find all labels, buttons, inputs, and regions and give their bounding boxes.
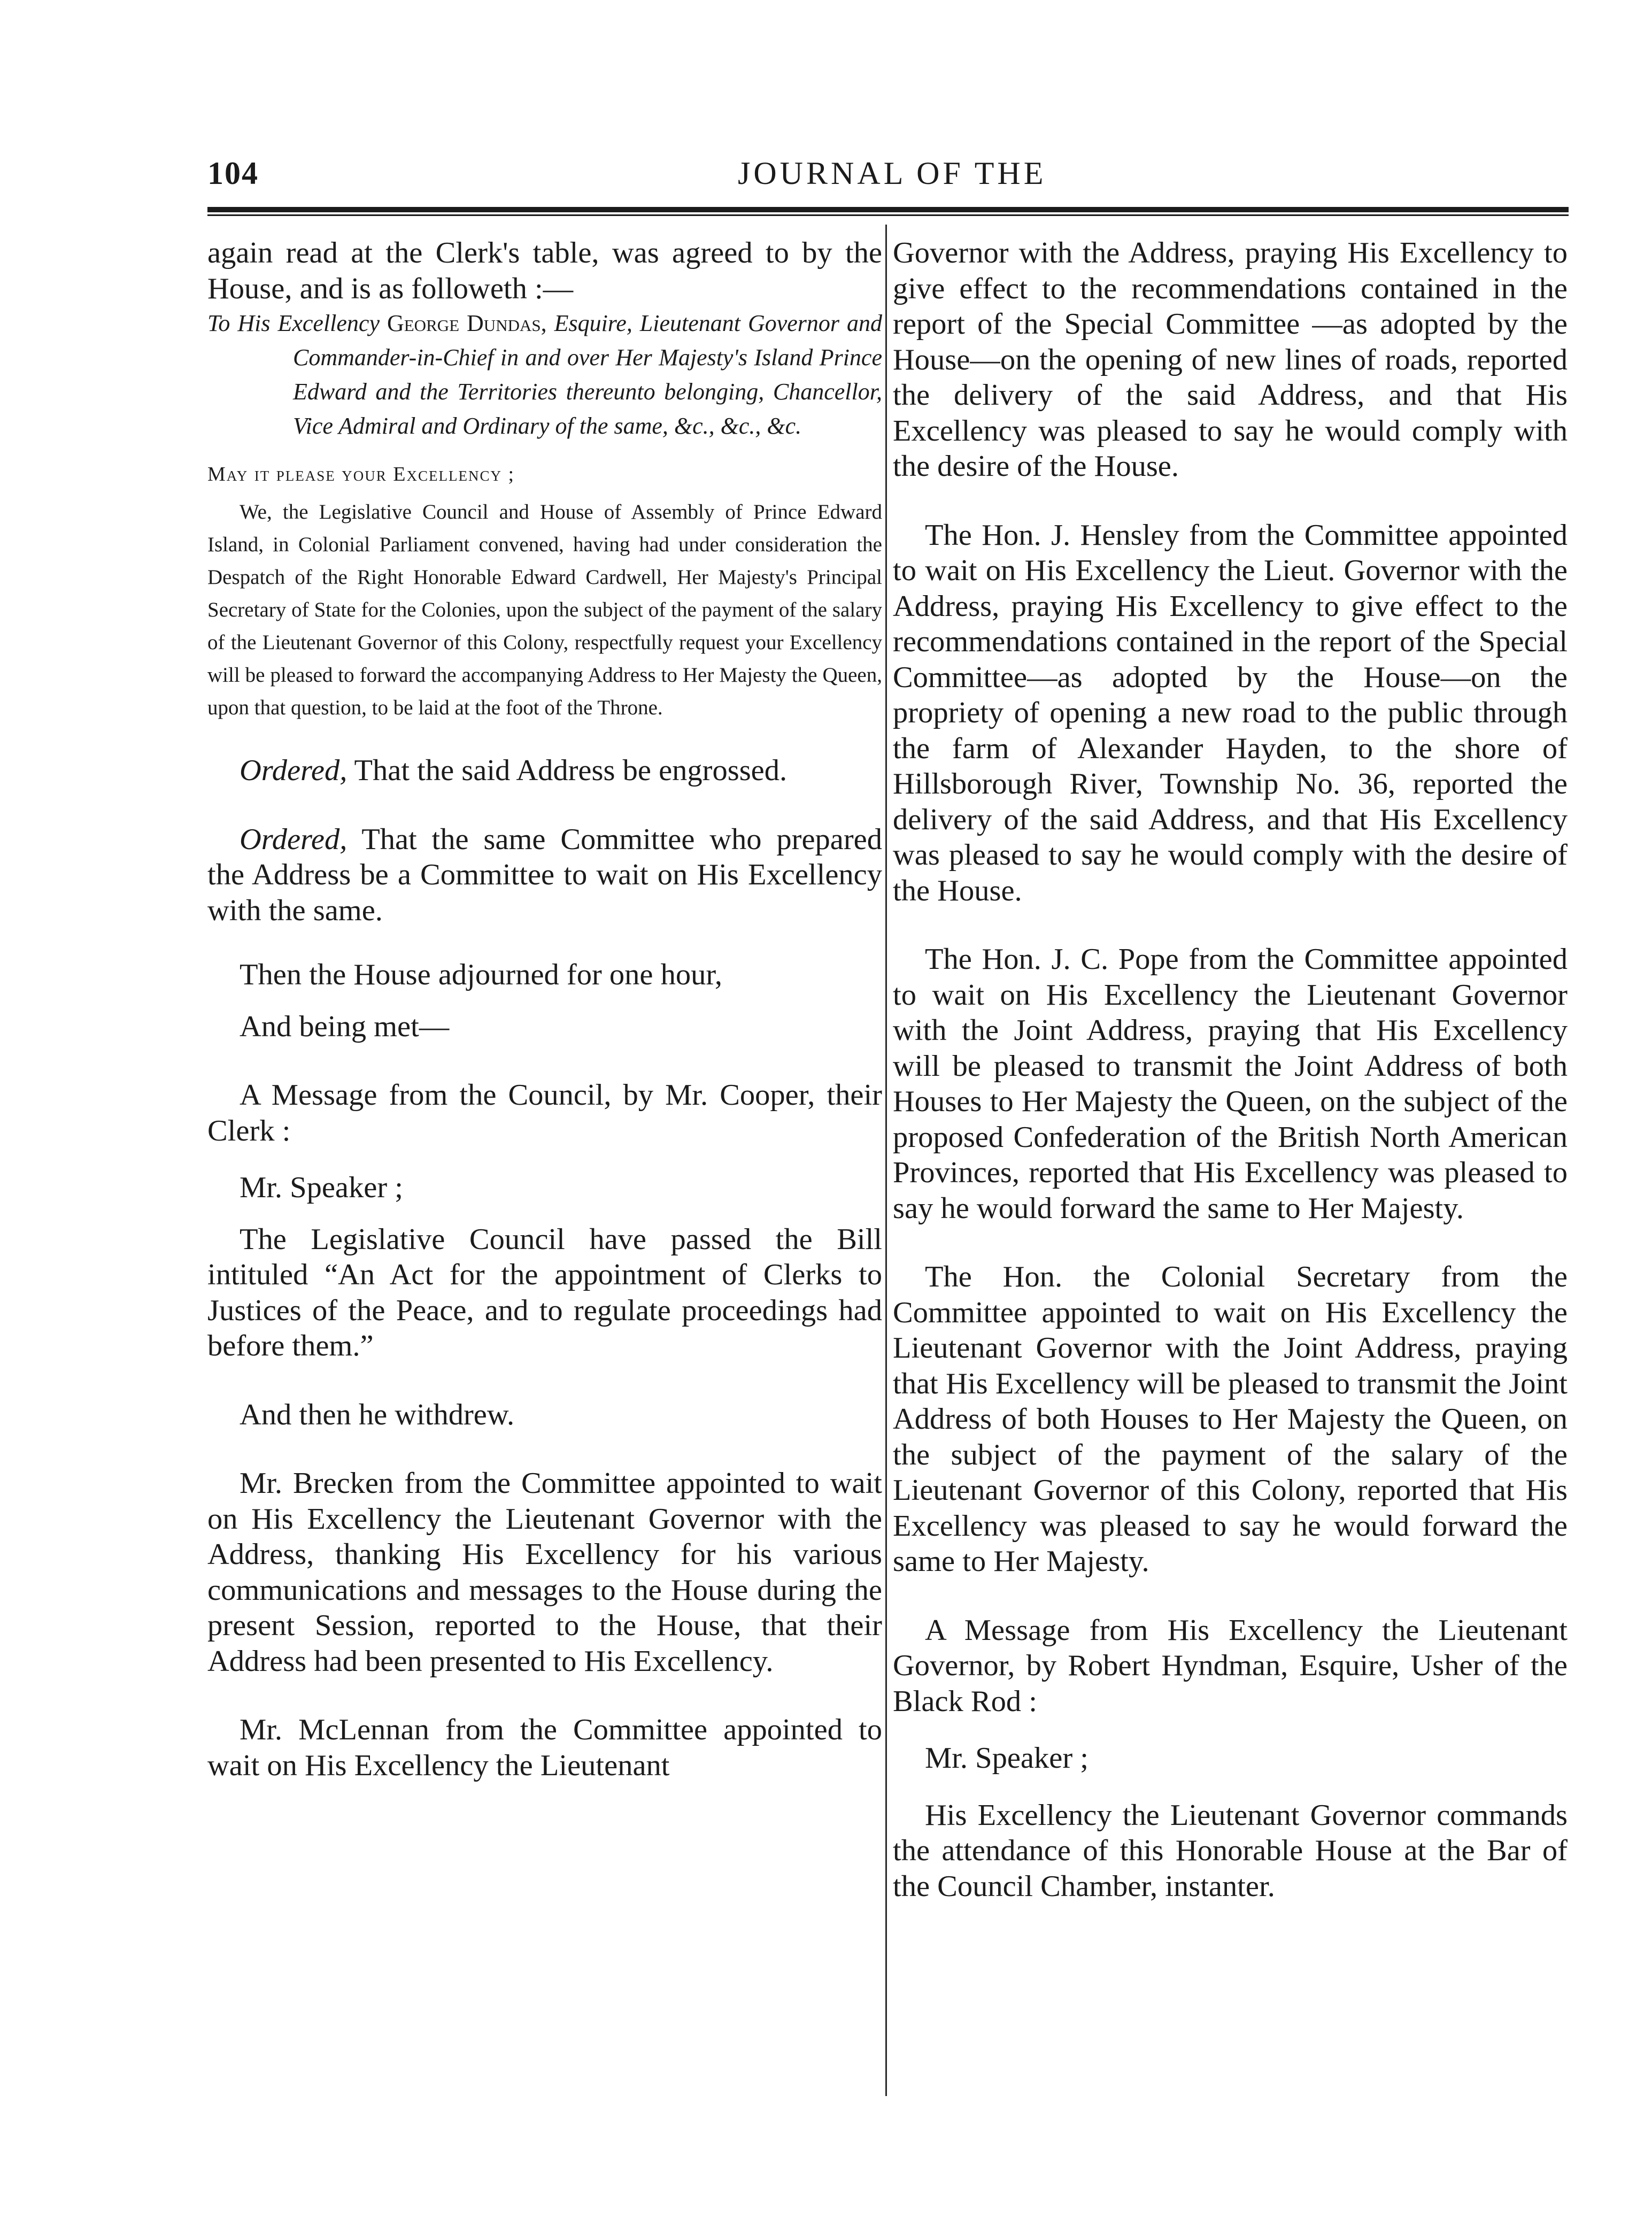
- council-message-paragraph: A Message from the Council, by Mr. Cooper, their Clerk :: [207, 1079, 882, 1147]
- address-titles: Esquire, Lieutenant Governor and Commander-in-Chief in and over Her Majesty's Island Prince Edward and the Territories thereunto belonging, Chancellor, Vice Admiral and Ordinary of the same, &c., &c., &c.: [293, 310, 883, 439]
- right-column: [893, 235, 1568, 1904]
- colonial-secretary-paragraph: The Hon. the Colonial Secretary from the Committee appointed to wait on His Excellency the Lieutenant Governor with the Joint Address, praying that His Excellency will be pleased to transmit the Joint Address of both Houses to Her Majesty the Queen, on the subject of the payment of the salary of the Lieutenant Governor of this Colony, reported that His Excellency was pleased to say he would forward the same to Her Majesty.: [893, 1260, 1568, 1578]
- commands-paragraph: His Excellency the Lieutenant Governor commands the attendance of this Honorable House at the Bar of the Council Chamber, instanter.: [893, 1798, 1568, 1903]
- hensley-paragraph: The Hon. J. Hensley from the Committee appointed to wait on His Excellency the Lieut. Governor with the Address, praying His Excellency to give effect to the recommendations contained in the report of the Special Committee—as adopted by the House—on the propriety of opening a new road to the public through the farm of Alexander Hayden, to the shore of Hillsborough River, Township No. 36, reported the delivery of the said Address, and that His Excellency was pleased to say he would comply with the desire of the House.: [893, 518, 1568, 907]
- ordered-text: That the same Committee who prepared the Address be a Committee to wait on His Excellency with the same.: [207, 822, 882, 927]
- adjourn-paragraph: Then the House adjourned for one hour,: [240, 958, 723, 991]
- speaker-salutation: Mr. Speaker ;: [925, 1742, 1089, 1775]
- being-met-paragraph: And being met—: [240, 1010, 450, 1043]
- address-name: George Dundas,: [387, 310, 547, 336]
- ordered-engrossed: [207, 753, 882, 789]
- address-to: To His Excellency: [207, 310, 380, 336]
- brecken-paragraph: Mr. Brecken from the Committee appointed to wait on His Excellency the Lieutenant Governor with the Address, thanking His Excellency for his various communications and messages to the House during the present Session, reported to the House, that their Address had been presented to His Excellency.: [207, 1467, 882, 1678]
- ordered-label: Ordered,: [240, 822, 348, 856]
- header-rule-thin: [207, 214, 1569, 216]
- left-column: [207, 235, 882, 1783]
- ordered-label: Ordered,: [240, 754, 348, 787]
- ordered-committee: [207, 822, 882, 929]
- pope-paragraph: The Hon. J. C. Pope from the Committee appointed to wait on His Excellency the Lieutenant Governor with the Joint Address, praying that His Excellency will be pleased to transmit the Joint Address of both Houses to Her Majesty the Queen, on the subject of the proposed Confederation of the British North American Provinces, reported that His Excellency was pleased to say he would forward the same to Her Majesty.: [893, 943, 1568, 1225]
- governor-message-paragraph: A Message from His Excellency the Lieutenant Governor, by Robert Hyndman, Esquire, Usher of the Black Rod :: [893, 1613, 1568, 1718]
- address-body: We, the Legislative Council and House of Assembly of Prince Edward Island, in Colonial Parliament convened, having had under consideration the Despatch of the Right Honorable Edward Cardwell, Her Majesty's Principal Secretary of State for the Colonies, upon the subject of the payment of the salary of the Lieutenant Governor of this Colony, respectfully request your Excellency will be pleased to forward the accompanying Address to Her Majesty the Queen, upon that question, to be laid at the foot of the Throne.: [207, 500, 882, 719]
- address-heading: [207, 306, 882, 443]
- column-divider: [885, 225, 887, 2096]
- continuation-paragraph: again read at the Clerk's table, was agreed to by the House, and is as followeth :—: [207, 236, 882, 305]
- mclennan-paragraph: Mr. McLennan from the Committee appointed to wait on His Excellency the Lieutenant: [207, 1713, 882, 1782]
- speaker-salutation: Mr. Speaker ;: [240, 1171, 403, 1204]
- ordered-text: That the said Address be engrossed.: [354, 754, 788, 787]
- page-number: 104: [207, 156, 259, 191]
- running-head: JOURNAL OF THE: [738, 156, 1047, 191]
- header-rule-thick: [207, 207, 1569, 212]
- continuation-paragraph: Governor with the Address, praying His Excellency to give effect to the recommendations contained in the report of the Special Committee —as adopted by the House—on the opening of new lines of roads, reported the delivery of the said Address, and that His Excellency was pleased to say he would comply with the desire of the House.: [893, 236, 1568, 483]
- bill-passed-paragraph: The Legislative Council have passed the Bill intituled “An Act for the appointment of Clerks to Justices of the Peace, and to regulate proceedings had before them.”: [207, 1222, 882, 1362]
- withdrew-paragraph: And then he withdrew.: [240, 1398, 515, 1431]
- address-salutation: May it please your Excellency ;: [207, 463, 515, 486]
